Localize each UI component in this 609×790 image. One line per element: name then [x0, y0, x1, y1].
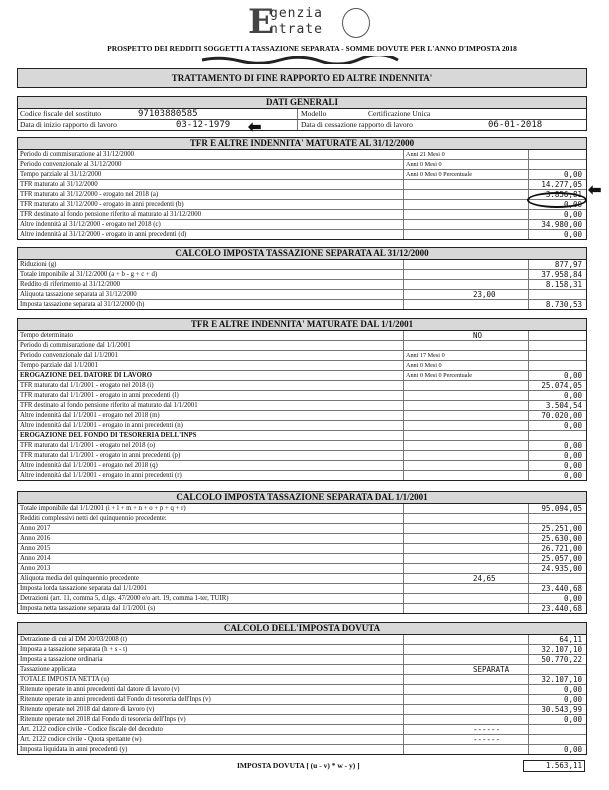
final-value: 1.563,11: [523, 760, 585, 772]
row-codice-fiscale: [18, 109, 586, 120]
table-row: [18, 461, 586, 471]
row-value: 8.158,31: [545, 280, 582, 289]
table-row: [18, 584, 586, 594]
section-heading: CALCOLO DELL'IMPOSTA DOVUTA: [18, 623, 586, 635]
row-label: Altre indennità al 31/12/2000 - erogato in anni precedenti (d): [20, 231, 187, 238]
row-label: Imposta a tassazione separata (h + s - t): [20, 646, 128, 653]
table-row: [18, 180, 586, 190]
row-mid-value: 24,65: [473, 574, 496, 583]
row-value: 95.094,05: [541, 504, 582, 513]
row-value: 24.935,00: [541, 564, 582, 573]
table-row: [18, 260, 586, 270]
row-mid-value: ------: [473, 725, 501, 734]
row-label: Altre indennità dal 1/1/2001 - erogato in anni precedenti (n): [20, 422, 183, 429]
row-label: Imposta netta tassazione separata dal 1/1/2001 (s): [20, 605, 156, 612]
row-value: 0,00: [563, 715, 582, 724]
row-value: 0,00: [563, 391, 582, 400]
row-value: 0,00: [563, 421, 582, 430]
section-heading: TFR E ALTRE INDENNITA' MATURATE AL 31/12/2000: [18, 138, 586, 150]
row-label: Totale imponibile al 31/12/2000 (a + b - g + c + d): [20, 271, 158, 278]
row-label: Periodo convenzionale dal 1/1/2001: [20, 352, 118, 359]
row-label: TFR maturato dal 1/1/2001 - erogato in anni precedenti (l): [20, 392, 179, 399]
final-label: IMPOSTA DOVUTA [ (u - v) * w - y) ]: [237, 761, 360, 770]
row-value: 3.856,81: [545, 190, 582, 199]
row-value: 25.630,00: [541, 534, 582, 543]
row-value: 0,00: [563, 685, 582, 694]
table-row: [18, 564, 586, 574]
row-value: 0,00: [563, 461, 582, 470]
modello-label: Modello: [301, 109, 327, 118]
row-date-rapporto: [18, 120, 586, 130]
cf-value: 97103880585: [138, 109, 198, 119]
row-label: Imposta a tassazione ordinaria: [20, 656, 103, 663]
table-row: [18, 635, 586, 645]
table-row: [18, 544, 586, 554]
page-title: TRATTAMENTO DI FINE RAPPORTO ED ALTRE INDENNITA': [17, 68, 587, 88]
row-value: 50.770,22: [541, 655, 582, 664]
table-row: [18, 471, 586, 480]
row-value: 14.277,05: [541, 180, 582, 189]
table-row: [18, 200, 586, 210]
row-label: Detrazione di cui al DM 20/03/2008 (t): [20, 636, 127, 643]
table-row: [18, 594, 586, 604]
table-row: [18, 230, 586, 239]
row-label: Anno 2013: [20, 565, 51, 572]
cf-label: Codice fiscale del sostituto: [20, 109, 102, 118]
row-value: 0,00: [563, 451, 582, 460]
row-label: TFR maturato dal 1/1/2001 - erogato in anni precedenti (p): [20, 452, 181, 459]
table-row: [18, 391, 586, 401]
dati-generali-section: [17, 96, 587, 131]
table-row: [18, 451, 586, 461]
table-row: [18, 524, 586, 534]
tfr-2001-section: [17, 318, 587, 481]
row-mid-value: SEPARATA: [473, 665, 510, 674]
row-label: Riduzioni (g): [20, 261, 57, 268]
row-label: Tassazione applicata: [20, 666, 76, 673]
row-label: Altre indennità dal 1/1/2001 - erogato nel 2018 (q): [20, 462, 158, 469]
row-label: Ritenute operate nel 2018 dal Fondo di tesoreria dell'Inps (v): [20, 716, 186, 723]
table-row: [18, 270, 586, 280]
row-value: 0,00: [563, 594, 582, 603]
row-label: TFR maturato al 31/12/2000 - erogato nel 2018 (a): [20, 191, 159, 198]
row-label: TOTALE IMPOSTA NETTA (u): [20, 676, 110, 683]
row-value: 0,00: [563, 471, 582, 480]
row-label: Imposta liquidata in anni precedenti (y): [20, 746, 128, 753]
row-mid-value: 23,00: [473, 290, 496, 299]
row-label: Tempo determinato: [20, 332, 73, 339]
table-row: [18, 745, 586, 754]
row-label: Redditi complessivi netti del quinquennio precedente:: [20, 515, 167, 522]
row-label: Anno 2014: [20, 555, 51, 562]
row-label: Totale imponibile dal 1/1/2001 (i + l + m + n + o + p + q + r): [20, 505, 186, 512]
row-value: 3.504,54: [545, 401, 582, 410]
table-row: [18, 341, 586, 351]
row-label: Tempo parziale al 31/12/2000: [20, 171, 102, 178]
modello-value: Certificazione Unica: [368, 109, 431, 118]
row-label: Detrazioni (art. 11, comma 5, d.lgs. 47/2000 e/o art. 19, comma 1-ter, TUIR): [20, 595, 229, 602]
row-value: 32.107,10: [541, 675, 582, 684]
row-label: Ritenute operate in anni precedenti dal Fondo di tesoreria dell'Inps (v): [20, 696, 211, 703]
imposta-dovuta-section: [17, 622, 587, 755]
table-row: [18, 645, 586, 655]
inizio-label: Data di inizio rapporto di lavoro: [20, 120, 117, 129]
row-value: 34.980,00: [541, 220, 582, 229]
table-row: [18, 514, 586, 524]
row-value: 0,00: [563, 170, 582, 179]
table-row: [18, 534, 586, 544]
handwritten-arrow-icon: ⬅: [248, 119, 262, 136]
row-period: Anni 17 Mesi 0: [406, 352, 445, 359]
row-label: TFR maturato dal 1/1/2001 - erogato nel 2018 (o): [20, 442, 156, 449]
row-value: 37.958,84: [541, 270, 582, 279]
row-label: EROGAZIONE DEL FONDO DI TESORERIA DELL'INPS: [20, 432, 197, 439]
row-value: 0,00: [563, 745, 582, 754]
section-heading: TFR E ALTRE INDENNITA' MATURATE DAL 1/1/2001: [18, 319, 586, 331]
table-row: [18, 554, 586, 564]
row-label: Ritenute operate nel 2018 dal datore di lavoro (v): [20, 706, 155, 713]
table-row: [18, 331, 586, 341]
row-value: 0,00: [563, 230, 582, 239]
table-row: [18, 280, 586, 290]
table-row: [18, 371, 586, 381]
table-row: [18, 665, 586, 675]
inizio-value: 03-12-1979: [176, 120, 231, 130]
calcolo-2000-section: [17, 247, 587, 310]
table-row: [18, 725, 586, 735]
table-row: [18, 351, 586, 361]
table-row: [18, 735, 586, 745]
row-label: Imposta lorda tassazione separata dal 1/1/2001: [20, 585, 148, 592]
redaction-scribble: [200, 56, 400, 64]
row-label: Altre indennità dal 1/1/2001 - erogato nel 2018 (m): [20, 412, 160, 419]
row-label: Tempo parziale dal 1/1/2001: [20, 362, 98, 369]
republic-seal-icon: [342, 8, 370, 38]
table-row: [18, 715, 586, 725]
row-value: 23.440,68: [541, 604, 582, 613]
table-row: [18, 160, 586, 170]
table-row: [18, 150, 586, 160]
row-value: 0,00: [563, 210, 582, 219]
table-row: [18, 441, 586, 451]
logo-text-2: ntrate: [270, 22, 323, 37]
row-label: TFR maturato al 31/12/2000 - erogato in anni precedenti (b): [20, 201, 184, 208]
row-label: TFR destinato al fondo pensione riferito al maturato al 31/12/2000: [20, 211, 202, 218]
table-row: [18, 705, 586, 715]
row-mid-value: NO: [473, 331, 483, 340]
row-period: Anni 21 Mesi 0: [406, 151, 445, 158]
row-label: Anno 2017: [20, 525, 51, 532]
cessazione-label: Data di cessazione rapporto di lavoro: [301, 120, 413, 129]
row-value: 8.730,53: [545, 300, 582, 309]
row-label: Altre indennità al 31/12/2000 - erogato nel 2018 (c): [20, 221, 161, 228]
row-value: 64,11: [559, 635, 582, 644]
section-heading: CALCOLO IMPOSTA TASSAZIONE SEPARATA DAL 1/1/2001: [18, 492, 586, 504]
row-period: Anni 0 Mesi 0 Percentuale: [406, 372, 472, 379]
row-label: EROGAZIONE DEL DATORE DI LAVORO: [20, 372, 153, 379]
row-label: Periodo di commisurazione dal 1/1/2001: [20, 342, 131, 349]
row-label: Altre indennità dal 1/1/2001 - erogato in anni precedenti (r): [20, 472, 182, 479]
table-row: [18, 411, 586, 421]
row-label: TFR maturato dal 1/1/2001 - erogato nel 2018 (i): [20, 382, 154, 389]
row-period: Anni 0 Mesi 0: [406, 362, 442, 369]
row-label: Aliquota tassazione separata al 31/12/2000: [20, 291, 137, 298]
table-row: [18, 210, 586, 220]
row-value: 0,00: [563, 695, 582, 704]
handwritten-arrow-icon: ⬅: [588, 182, 602, 199]
table-row: [18, 574, 586, 584]
document-heading: PROSPETTO DEI REDDITI SOGGETTI A TASSAZIONE SEPARATA - SOMME DOVUTE PER L'ANNO D'IMPOSTA 2018: [107, 44, 517, 53]
table-row: [18, 401, 586, 411]
table-row: [18, 220, 586, 230]
row-label: Ritenute operate in anni precedenti dal datore di lavoro (v): [20, 686, 180, 693]
table-row: [18, 290, 586, 300]
row-label: Anno 2016: [20, 535, 51, 542]
row-value: 0,00: [563, 371, 582, 380]
row-label: Art. 2122 codice civile - Codice fiscale del deceduto: [20, 726, 163, 733]
row-label: Imposta tassazione separata al 31/12/2000 (h): [20, 301, 145, 308]
table-row: [18, 170, 586, 180]
row-label: Anno 2015: [20, 545, 51, 552]
row-label: Periodo convenzionale al 31/12/2000: [20, 161, 122, 168]
row-mid-value: ------: [473, 735, 501, 744]
row-period: Anni 0 Mesi 0 Percentuale: [406, 171, 472, 178]
table-row: [18, 685, 586, 695]
logo-text-1: genzia: [270, 6, 323, 21]
table-row: [18, 361, 586, 371]
row-label: TFR destinato al fondo pensione riferito al maturato dal 1/1/2001: [20, 402, 198, 409]
row-period: Anni 0 Mesi 0: [406, 161, 442, 168]
section-heading: DATI GENERALI: [18, 97, 586, 109]
row-label: Art. 2122 codice civile - Quota spettante (w): [20, 736, 142, 743]
row-value: 70.020,00: [541, 411, 582, 420]
row-value: 25.074,05: [541, 381, 582, 390]
section-heading: CALCOLO IMPOSTA TASSAZIONE SEPARATA AL 31/12/2000: [18, 248, 586, 260]
table-row: [18, 421, 586, 431]
row-value: 877,97: [554, 260, 582, 269]
table-row: [18, 431, 586, 441]
row-value: 25.251,00: [541, 524, 582, 533]
row-label: Reddito di riferimento al 31/12/2000: [20, 281, 121, 288]
row-value: 0,00: [563, 200, 582, 209]
table-row: [18, 504, 586, 514]
handwritten-circle-mark: [527, 192, 587, 208]
tfr-2000-section: [17, 137, 587, 240]
row-value: 30.543,99: [541, 705, 582, 714]
table-row: [18, 655, 586, 665]
logo-initial: E: [248, 2, 274, 42]
row-label: Periodo di commisurazione al 31/12/2000: [20, 151, 135, 158]
row-value: 32.107,10: [541, 645, 582, 654]
row-value: 0,00: [563, 441, 582, 450]
table-row: [18, 381, 586, 391]
row-value: 25.057,00: [541, 554, 582, 563]
cessazione-value: 06-01-2018: [488, 120, 543, 130]
table-row: [18, 695, 586, 705]
row-label: Aliquota media del quinquennio precedente: [20, 575, 139, 582]
table-row: [18, 675, 586, 685]
calcolo-2001-section: [17, 491, 587, 614]
imposta-dovuta-total: [17, 760, 585, 772]
row-value: 26.721,00: [541, 544, 582, 553]
table-row: [18, 300, 586, 309]
agenzia-entrate-logo: [222, 2, 402, 44]
row-label: TFR maturato al 31/12/2000: [20, 181, 98, 188]
table-row: [18, 190, 586, 200]
row-value: 23.440,68: [541, 584, 582, 593]
table-row: [18, 604, 586, 613]
